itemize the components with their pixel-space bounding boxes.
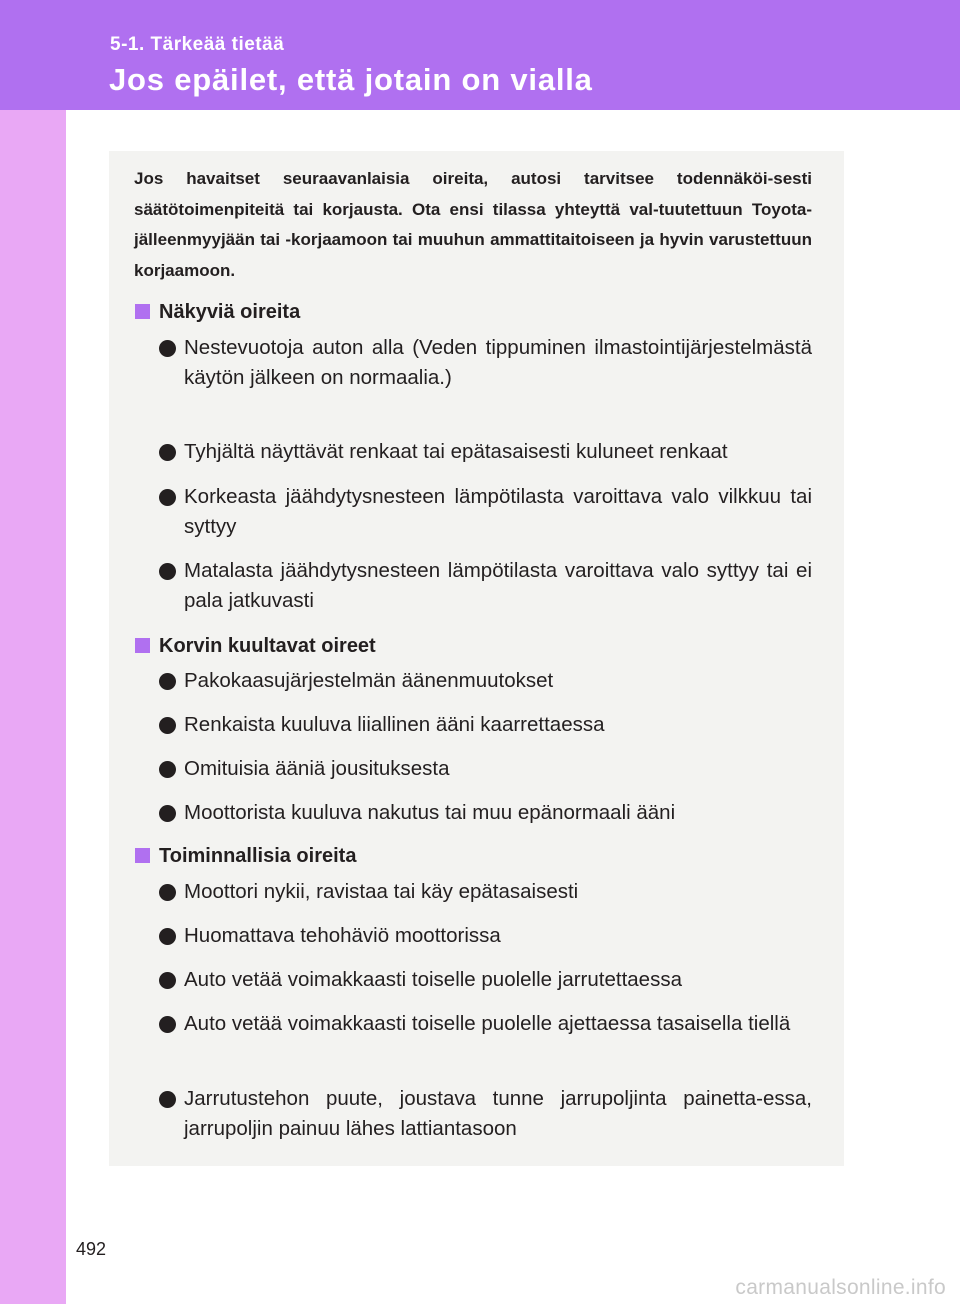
list-item-text: Korkeasta jäähdytysnesteen lämpötilasta varoittava valo vilkkuu tai syttyy bbox=[184, 485, 812, 538]
bullet-dot-icon bbox=[159, 673, 176, 690]
bullet-dot-icon bbox=[159, 972, 176, 989]
page-number: 492 bbox=[76, 1239, 107, 1259]
bullet-dot-icon bbox=[159, 444, 176, 461]
page-header bbox=[0, 0, 960, 110]
list-item bbox=[159, 921, 812, 951]
watermark: carmanualsonline.info bbox=[735, 1276, 946, 1299]
bullet-dot-icon bbox=[159, 717, 176, 734]
bullet-dot-icon bbox=[159, 1091, 176, 1108]
bullet-dot-icon bbox=[159, 805, 176, 822]
list-item bbox=[159, 1009, 812, 1039]
bullet-dot-icon bbox=[159, 340, 176, 357]
list-item-text: Tyhjältä näyttävät renkaat tai epätasaisesti kuluneet renkaat bbox=[184, 440, 728, 463]
list-item-text: Huomattava tehohäviö moottorissa bbox=[184, 924, 501, 947]
list-item bbox=[159, 333, 812, 393]
section-heading-text: Korvin kuultavat oireet bbox=[159, 635, 376, 657]
list-item bbox=[159, 666, 812, 696]
list-item-text: Auto vetää voimakkaasti toiselle puolelle jarrutettaessa bbox=[184, 968, 682, 991]
list-item bbox=[159, 556, 812, 616]
section-heading-visible bbox=[135, 297, 300, 327]
list-item-text: Moottori nykii, ravistaa tai käy epätasaisesti bbox=[184, 880, 579, 903]
square-marker-icon bbox=[135, 304, 150, 319]
list-item-text: Omituisia ääniä jousituksesta bbox=[184, 757, 450, 780]
bullet-dot-icon bbox=[159, 563, 176, 580]
bullet-dot-icon bbox=[159, 884, 176, 901]
square-marker-icon bbox=[135, 848, 150, 863]
list-item-text: Nestevuotoja auton alla (Veden tippuminen ilmastointijärjestelmästä käytön jälkeen on normaalia.) bbox=[184, 336, 812, 389]
list-item bbox=[159, 1084, 812, 1144]
bullet-dot-icon bbox=[159, 761, 176, 778]
section-heading-text: Näkyviä oireita bbox=[159, 301, 301, 323]
list-item-text: Pakokaasujärjestelmän äänenmuutokset bbox=[184, 669, 554, 692]
list-item bbox=[159, 877, 812, 907]
list-item-text: Matalasta jäähdytysnesteen lämpötilasta varoittava valo syttyy tai ei pala jatkuvasti bbox=[184, 559, 812, 612]
intro-paragraph: Jos havaitset seuraavanlaisia oireita, autosi tarvitsee todennäköi-sesti säätötoimenpiteitä tai korjausta. Ota ensi tilassa yhteyttä val-tuutettuun Toyota-jälleenmyyjään tai -korjaamoon tai muuhun ammattitaitoiseen ja hyvin varustettuun korjaamoon. bbox=[134, 169, 812, 280]
list-item bbox=[159, 965, 812, 995]
left-margin-band bbox=[0, 0, 66, 1304]
section-label: 5-1. Tärkeää tietää bbox=[110, 34, 285, 55]
list-item bbox=[159, 710, 812, 740]
bullet-dot-icon bbox=[159, 928, 176, 945]
bullet-dot-icon bbox=[159, 489, 176, 506]
section-heading-functional bbox=[135, 841, 356, 871]
bullet-dot-icon bbox=[159, 1016, 176, 1033]
section-heading-text: Toiminnallisia oireita bbox=[159, 845, 357, 867]
list-item-text: Jarrutustehon puute, joustava tunne jarrupoljinta painetta-essa, jarrupoljin painuu lähes lattiantasoon bbox=[184, 1087, 812, 1140]
list-item bbox=[159, 754, 812, 784]
list-item bbox=[159, 482, 812, 542]
square-marker-icon bbox=[135, 638, 150, 653]
list-item bbox=[159, 437, 812, 467]
list-item bbox=[159, 798, 812, 828]
list-item-text: Auto vetää voimakkaasti toiselle puolelle ajettaessa tasaisella tiellä bbox=[184, 1012, 791, 1035]
section-heading-audible bbox=[135, 631, 376, 661]
list-item-text: Moottorista kuuluva nakutus tai muu epänormaali ääni bbox=[184, 801, 676, 824]
page-title: Jos epäilet, että jotain on vialla bbox=[109, 62, 593, 97]
list-item-text: Renkaista kuuluva liiallinen ääni kaarrettaessa bbox=[184, 713, 605, 736]
